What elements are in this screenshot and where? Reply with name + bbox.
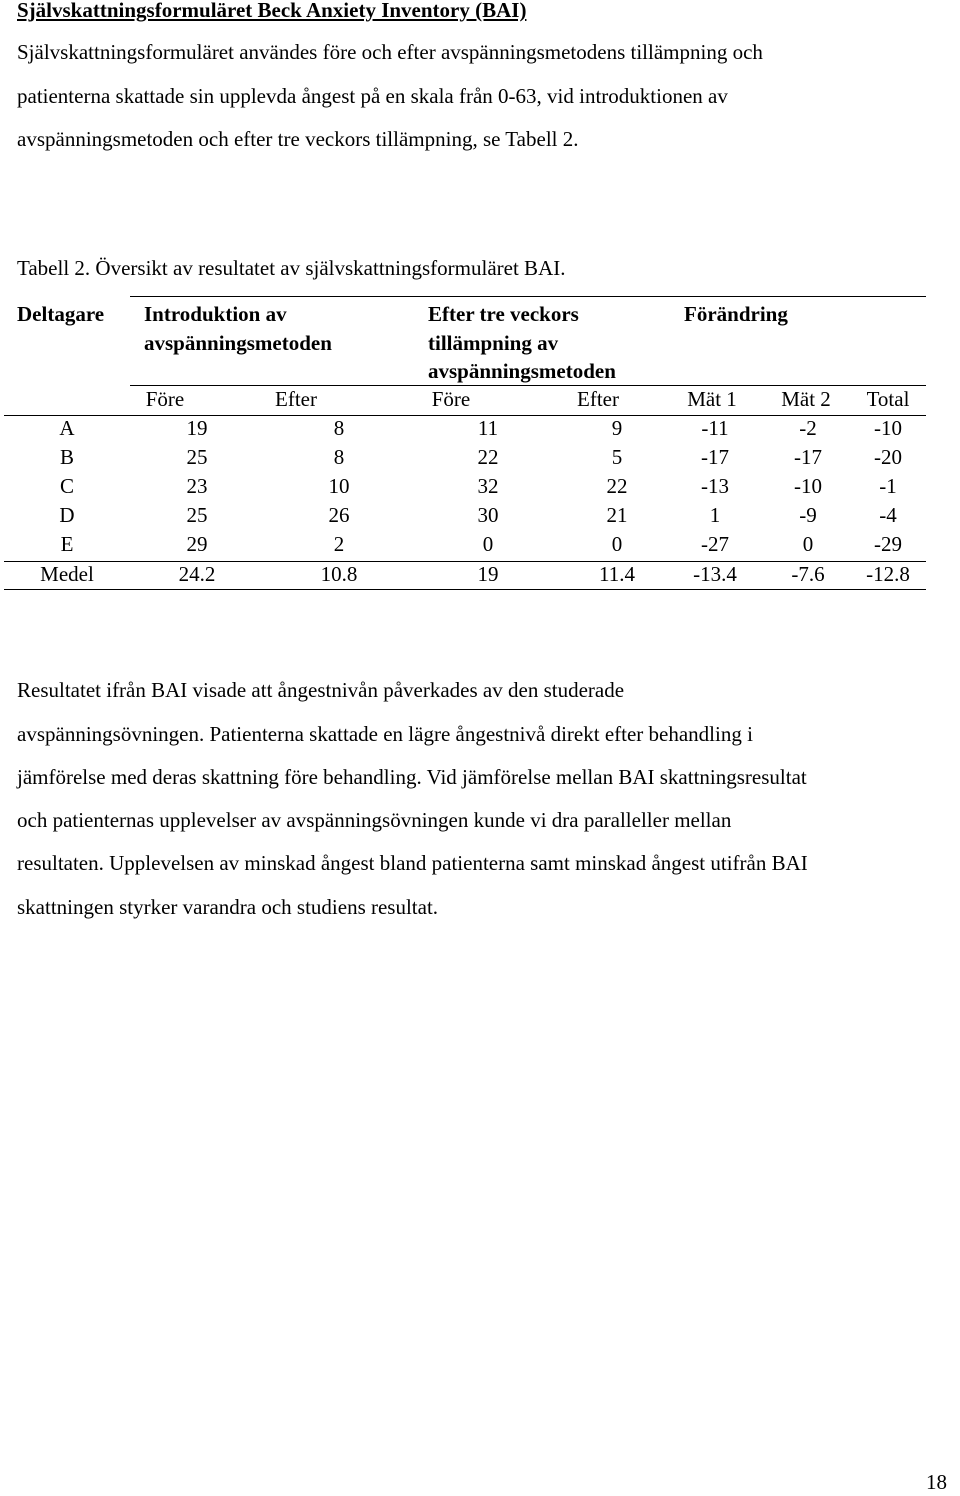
table-cell: 0 <box>482 532 494 556</box>
table-cell: -17 <box>794 445 822 469</box>
section-heading: Självskattningsformuläret Beck Anxiety Inventory (BAI) <box>17 0 527 22</box>
table-cell: -13 <box>701 474 729 498</box>
table-cell: 19 <box>477 562 499 586</box>
table-cell: 8 <box>333 445 345 469</box>
table-cell: 22 <box>477 445 499 469</box>
intro-line: patienterna skattade sin upplevda ångest på en skala från 0-63, vid introduktionen av <box>17 84 728 108</box>
header-intro-line: Introduktion av <box>144 302 287 326</box>
table-cell: 1 <box>709 503 721 527</box>
table-cell: 10.8 <box>320 562 358 586</box>
table-cell: 25 <box>186 503 208 527</box>
intro-line: Självskattningsformuläret användes före och efter avspänningsmetodens tillämpning och <box>17 40 763 64</box>
table-cell: -20 <box>874 445 902 469</box>
intro-line: avspänningsmetoden och efter tre veckors tillämpning, se Tabell 2. <box>17 127 579 151</box>
header-participant: Deltagare <box>17 302 105 326</box>
subheader-cell: Före <box>431 387 471 411</box>
table-cell: -2 <box>799 416 817 440</box>
table-cell: 10 <box>328 474 350 498</box>
table-cell: -11 <box>701 416 729 440</box>
subheader-cell: Före <box>145 387 185 411</box>
table-cell: 2 <box>333 532 345 556</box>
table-cell: -1 <box>879 474 897 498</box>
table-bottom-rule <box>4 589 926 590</box>
table-cell: -4 <box>879 503 897 527</box>
table-cell: 22 <box>606 474 628 498</box>
header-after-line: Efter tre veckors <box>428 302 579 326</box>
header-after-line: avspänningsmetoden <box>428 359 616 383</box>
table-cell: 21 <box>606 503 628 527</box>
subheader-cell: Mät 1 <box>687 387 737 411</box>
table-cell: 0 <box>802 532 814 556</box>
table-cell: -9 <box>799 503 817 527</box>
subheader-cell: Efter <box>275 387 317 411</box>
row-label: A <box>59 416 75 440</box>
result-line: Resultatet ifrån BAI visade att ångestnivån påverkades av den studerade <box>17 678 625 702</box>
row-label: C <box>59 474 75 498</box>
table-subheader-rule <box>4 415 926 416</box>
header-after <box>428 300 616 386</box>
table-top-rule <box>130 296 926 297</box>
result-line: och patienternas upplevelser av avspänningsövningen kunde vi dra paralleller mellan <box>17 808 732 832</box>
result-line: avspänningsövningen. Patienterna skattade en lägre ångestnivå direkt efter behandling i <box>17 722 753 746</box>
table-cell: 24.2 <box>178 562 216 586</box>
result-line: skattningen styrker varandra och studiens resultat. <box>17 895 439 919</box>
subheader-cell: Total <box>866 387 910 411</box>
table-cell: -10 <box>794 474 822 498</box>
result-line: resultaten. Upplevelsen av minskad ångest bland patienterna samt minskad ångest utifrån BAI <box>17 851 808 875</box>
table-summary-rule <box>4 561 926 562</box>
table-cell: -27 <box>701 532 729 556</box>
table-cell: 26 <box>328 503 350 527</box>
subheader-cell: Mät 2 <box>781 387 831 411</box>
table-cell: 11 <box>477 416 499 440</box>
table-cell: -7.6 <box>791 562 825 586</box>
header-intro <box>144 300 332 357</box>
table-cell: 8 <box>333 416 345 440</box>
table-cell: 29 <box>186 532 208 556</box>
page-number: 18 <box>926 1470 947 1494</box>
table-cell: -17 <box>701 445 729 469</box>
header-change: Förändring <box>684 302 788 326</box>
row-label: Medel <box>40 562 94 586</box>
row-label: E <box>60 532 74 556</box>
header-after-line: tillämpning av <box>428 330 559 355</box>
result-line: jämförelse med deras skattning före behandling. Vid jämförelse mellan BAI skattningsresultat <box>17 765 807 789</box>
table-cell: -12.8 <box>866 562 910 586</box>
table-cell: 19 <box>186 416 208 440</box>
table-cell: 32 <box>477 474 499 498</box>
table-cell: 0 <box>611 532 623 556</box>
row-label: D <box>59 503 75 527</box>
row-label: B <box>59 445 75 469</box>
table-cell: 11.4 <box>599 562 635 586</box>
table-cell: 23 <box>186 474 208 498</box>
table-cell: -13.4 <box>693 562 737 586</box>
table-cell: 25 <box>186 445 208 469</box>
table-cell: 5 <box>611 445 623 469</box>
header-intro-line: avspänningsmetoden <box>144 330 332 355</box>
table-cell: 30 <box>477 503 499 527</box>
table-cell: 9 <box>611 416 623 440</box>
table-cell: -10 <box>874 416 902 440</box>
table-cell: -29 <box>874 532 902 556</box>
table-caption: Tabell 2. Översikt av resultatet av självskattningsformuläret BAI. <box>17 256 566 280</box>
subheader-cell: Efter <box>577 387 619 411</box>
